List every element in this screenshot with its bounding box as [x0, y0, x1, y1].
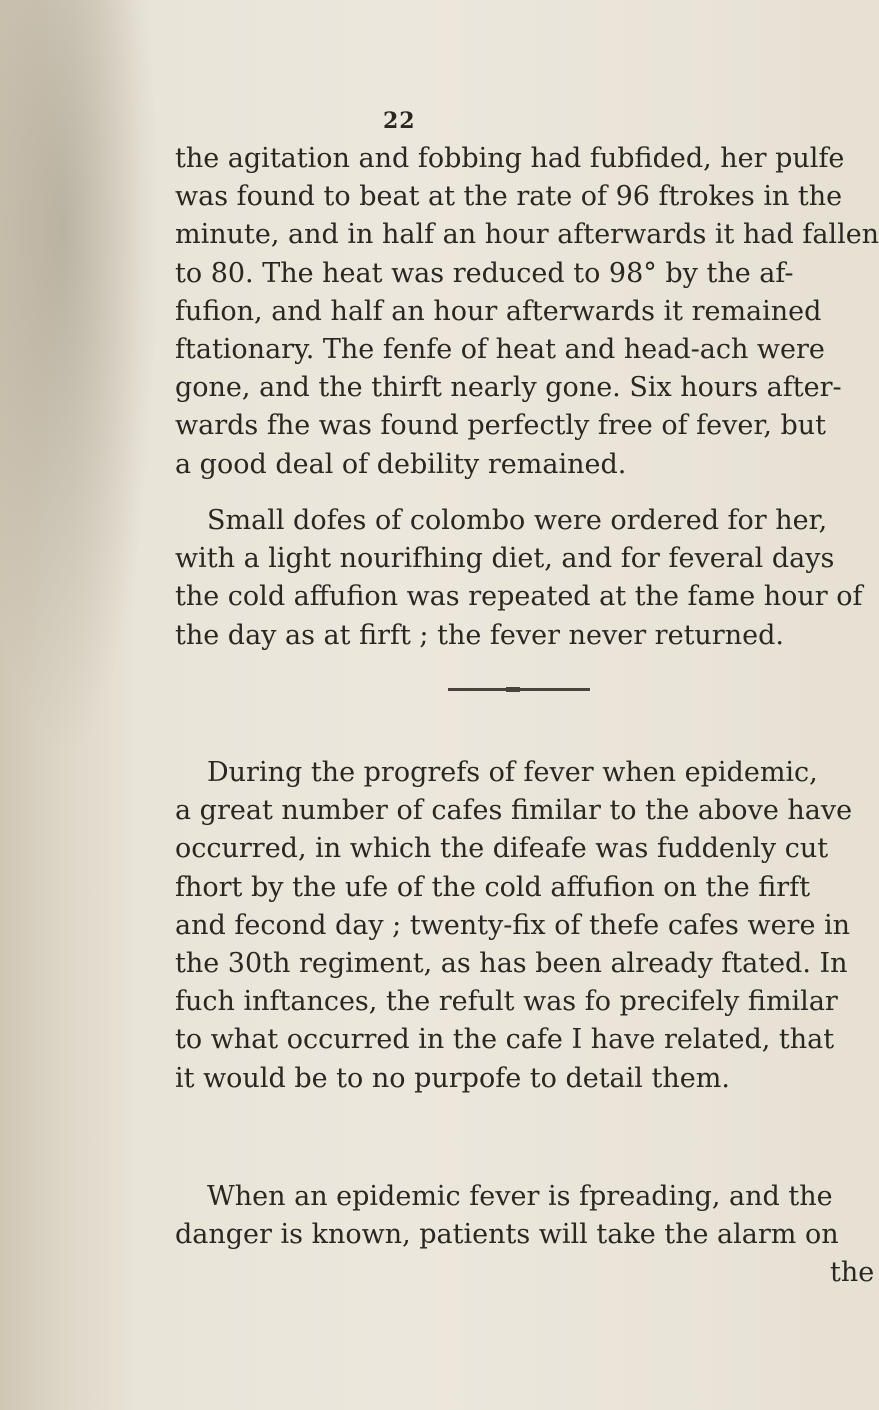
text-line: the day as at firft ; the fever never returned.	[175, 619, 784, 651]
text-line: fufion, and half an hour afterwards it remained	[175, 295, 822, 327]
page-number: 22	[383, 108, 416, 134]
text-line: danger is known, patients will take the alarm on	[175, 1219, 839, 1251]
text-line: minute, and in half an hour afterwards it had fallen	[175, 219, 879, 251]
text-line: the 30th regiment, as has been already ftated. In	[175, 948, 848, 980]
catchword: the	[830, 1257, 875, 1289]
text-line: Small dofes of colombo were ordered for her,	[207, 505, 828, 536]
text-line: fuch inftances, the refult was fo precifely fimilar	[175, 986, 838, 1018]
text-line: ftationary. The fenfe of heat and head-ach were	[175, 334, 825, 366]
paragraph-4	[175, 1178, 874, 1293]
text-line: During the progrefs of fever when epidemic,	[207, 757, 818, 788]
text-line: to 80. The heat was reduced to 98° by the af-	[175, 257, 794, 289]
paragraph-2	[175, 502, 863, 655]
text-line: with a light nourifhing diet, and for feveral days	[175, 543, 835, 575]
paragraph-3	[175, 754, 852, 1098]
section-divider	[448, 688, 590, 691]
paragraph-1	[175, 140, 879, 484]
text-line: the agitation and fobbing had fubfided, her pulfe	[175, 143, 845, 174]
text-line: the cold affufion was repeated at the fame hour of	[175, 581, 863, 613]
text-line: and fecond day ; twenty-fix of thefe cafes were in	[175, 909, 851, 941]
text-line: a great number of cafes fimilar to the above have	[175, 795, 853, 827]
text-line: was found to beat at the rate of 96 ftrokes in the	[175, 181, 843, 213]
text-line: When an epidemic fever is fpreading, and the	[207, 1181, 833, 1212]
text-line: wards fhe was found perfectly free of fever, but	[175, 410, 827, 442]
text-line: to what occurred in the cafe I have related, that	[175, 1024, 835, 1056]
text-line: it would be to no purpofe to detail them.	[175, 1062, 730, 1094]
text-line: fhort by the ufe of the cold affufion on the firft	[175, 871, 811, 903]
text-line: occurred, in which the difeafe was fuddenly cut	[175, 833, 829, 865]
text-line: a good deal of debility remained.	[175, 448, 627, 480]
page-margin-stain	[0, 0, 160, 760]
text-line: gone, and the thirft nearly gone. Six hours after-	[175, 372, 842, 404]
